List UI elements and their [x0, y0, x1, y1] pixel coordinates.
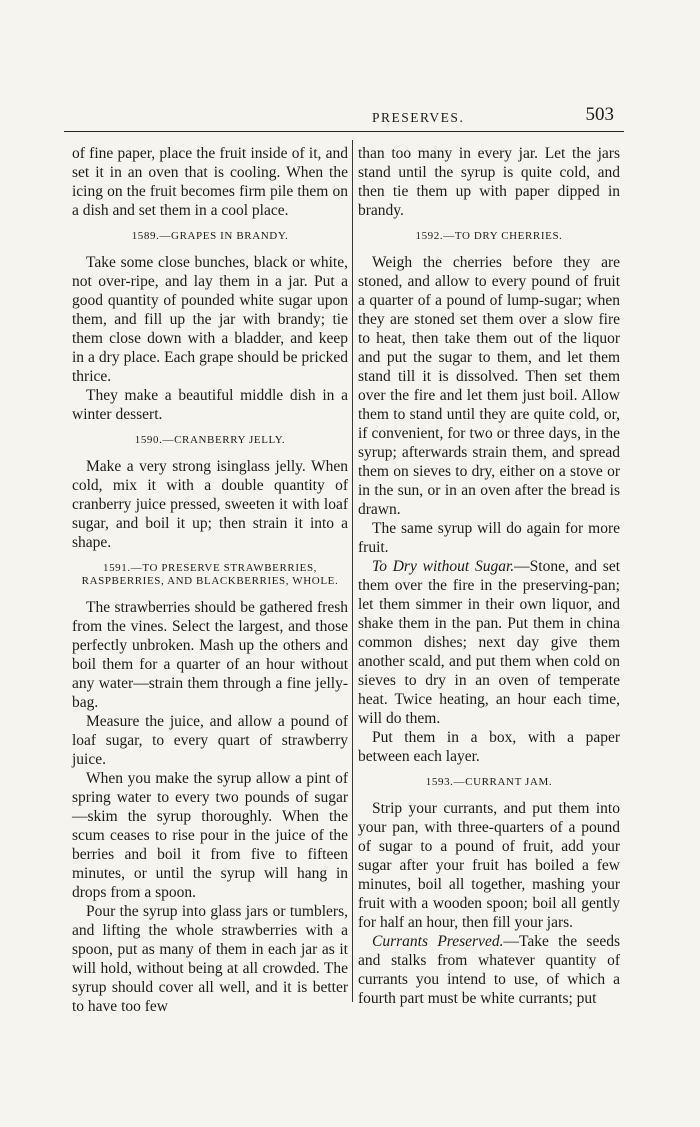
paragraph: Make a very strong isinglass jelly. When cold, mix it with a double quantity of cranberry juice pressed, sweeten it with loaf sugar, and boil it up; then strain it into a shape. — [72, 458, 348, 551]
paragraph — [358, 932, 620, 1008]
right-column — [358, 144, 620, 1008]
left-column — [72, 144, 348, 1016]
heading-1592: 1592.—TO DRY CHERRIES. — [415, 230, 563, 242]
heading-1589: 1589.—GRAPES IN BRANDY. — [131, 230, 289, 242]
paragraph — [358, 557, 620, 728]
paragraph-text: —Stone, and set them over the fire in the preserving-pan; let them simmer in their own liquor, and shake them in the pan. Put them in china common dishes; next day give them another scald, and put them when cold on sieves to dry in an oven of temperate heat. Twice heating, an hour each time, will do them. — [358, 558, 621, 727]
paragraph: Put them in a box, with a paper between each layer. — [358, 729, 620, 765]
italic-run-in: Currants Preserved. — [372, 933, 504, 950]
header-rule — [64, 131, 624, 132]
italic-run-in: To Dry without Sugar. — [372, 558, 515, 575]
page-number: 503 — [585, 104, 614, 125]
paragraph: The strawberries should be gathered fresh from the vines. Select the largest, and those perfectly unbroken. Mash up the others and boil them for a quarter of an hour without any water—strain them through a fine jelly-bag. — [72, 599, 348, 711]
heading-1593: 1593.—CURRANT JAM. — [425, 776, 553, 788]
paragraph: Strip your currants, and put them into your pan, with three-quarters of a pound of sugar to a pound of fruit, add your sugar after your fruit has boiled a few minutes, boil all together, mashing your fruit with a wooden spoon; boil all gently for half an hour, then fill your jars. — [358, 800, 620, 931]
paragraph: They make a beautiful middle dish in a winter dessert. — [72, 387, 348, 423]
paragraph: When you make the syrup allow a pint of spring water to every two pounds of sugar—skim the syrup thoroughly. When the scum ceases to rise pour in the juice of the berries and boil it from five to fifteen minutes, or until the syrup will hang in drops from a spoon. — [72, 770, 348, 901]
paragraph: The same syrup will do again for more fruit. — [358, 520, 620, 556]
heading-1591: 1591.—TO PRESERVE STRAWBERRIES, RASPBERRIES, AND BLACKBERRIES, WHOLE. — [81, 562, 339, 587]
page-header — [64, 102, 624, 132]
paragraph-continued: of fine paper, place the fruit inside of it, and set it in an oven that is cooling. When the icing on the fruit becomes firm pile them on a dish and set them in a cool place. — [72, 145, 348, 219]
paragraph: Weigh the cherries before they are stoned, and allow to every pound of fruit a quarter of a pound of lump-sugar; when they are stoned set them over a slow fire to heat, then take them out of the liquor and put the sugar to them, and let them stand till it is dissolved. Then set them over the fire and let them just boil. Allow them to stand until they are quite cold, or, if convenient, for two or three days, in the syrup; afterwards strain them, and spread them on sieves to dry, either on a stove or in the sun, or in an oven after the bread is drawn. — [358, 254, 620, 518]
running-title: PRESERVES. — [372, 110, 465, 125]
paragraph: Measure the juice, and allow a pound of loaf sugar, to every quart of strawberry juice. — [72, 713, 348, 768]
paragraph: Pour the syrup into glass jars or tumblers, and lifting the whole strawberries with a spoon, put as many of them in each jar as it will hold, without being at all crowded. The syrup should cover all well, and it is better to have too few — [72, 903, 348, 1015]
paragraph-continued: than too many in every jar. Let the jars stand until the syrup is quite cold, and then tie them up with paper dipped in brandy. — [358, 145, 620, 219]
heading-1590: 1590.—CRANBERRY JELLY. — [134, 434, 286, 446]
paragraph: Take some close bunches, black or white, not over-ripe, and lay them in a jar. Put a good quantity of pounded white sugar upon them, and fill up the jar with brandy; tie them close down with a bladder, and keep in a dry place. Each grape should be pricked thrice. — [72, 254, 348, 385]
column-divider — [352, 140, 353, 1002]
paragraph-text: —Take the seeds and stalks from whatever quantity of currants you intend to use, of which a fourth part must be white currants; put — [358, 933, 621, 1007]
